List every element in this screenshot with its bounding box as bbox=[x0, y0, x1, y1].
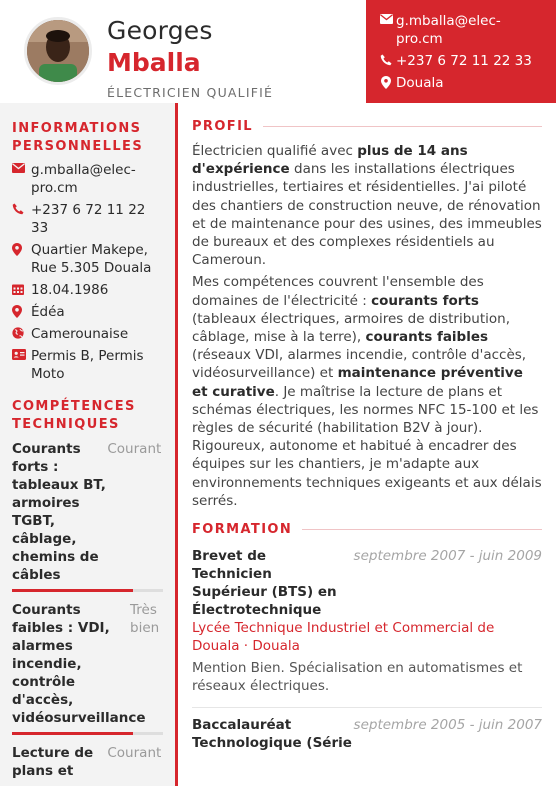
info-birthdate bbox=[12, 281, 163, 299]
degree-description: Mention Bien. Spécialisation en automatismes et réseaux électriques. bbox=[192, 660, 523, 695]
mail-icon bbox=[12, 161, 31, 173]
id-card-icon bbox=[12, 347, 31, 360]
info-birthplace-text: Édéa bbox=[31, 304, 65, 320]
cv-header bbox=[0, 0, 556, 103]
degree-title: Brevet de Technicien Supérieur (BTS) en Électrotechnique bbox=[192, 548, 337, 619]
section-divider bbox=[302, 529, 542, 530]
header-email-text: g.mballa@elec-pro.cm bbox=[396, 13, 501, 47]
info-birthplace bbox=[12, 303, 163, 321]
degree-dates: septembre 2007 - juin 2009 bbox=[353, 548, 542, 565]
skill-bar-fill bbox=[12, 589, 133, 592]
school-name: Lycée Technique Industriel et Commercial de Douala · Douala bbox=[192, 620, 495, 655]
section-divider bbox=[263, 126, 542, 127]
header-location bbox=[376, 74, 546, 92]
profile-photo bbox=[24, 17, 92, 85]
first-name: Georges bbox=[107, 16, 213, 45]
degree-dates: septembre 2005 - juin 2007 bbox=[353, 717, 542, 734]
skill-bar bbox=[12, 732, 163, 735]
skill-item bbox=[12, 744, 163, 780]
info-license-text: Permis B, Permis Moto bbox=[31, 348, 144, 382]
job-title: ÉLECTRICIEN QUALIFIÉ bbox=[107, 85, 274, 100]
info-address-text: Quartier Makepe, Rue 5.305 Douala bbox=[31, 242, 152, 276]
info-license bbox=[12, 347, 163, 383]
header-phone-text: +237 6 72 11 22 33 bbox=[396, 53, 532, 69]
header-email[interactable] bbox=[376, 12, 546, 48]
location-icon bbox=[376, 74, 396, 89]
info-phone[interactable] bbox=[12, 201, 163, 237]
profile-paragraph-2: Mes compétences couvrent l'ensemble des domaines de l'électricité : courants forts (tableaux électriques, armoires de distribution, câblage, mise à la terre), courants faibles (réseaux VDI, alarmes incendie, contrôle d'accès, vidéosurveillance) et maintenance préventive et curative. Je maîtrise la lecture de plans et schémas électriques, les normes NFC 15-100 et les règles de sécurité (habilitation B2V à jour). Rigoureux, autonome et habitué à encadrer des équipes sur les chantiers, je m'adapte aux environnements techniques exigeants et aux délais serrés. bbox=[192, 274, 542, 509]
info-birthdate-text: 18.04.1986 bbox=[31, 282, 109, 298]
location-icon bbox=[12, 241, 31, 256]
header-contact-box bbox=[366, 0, 556, 103]
education-title: FORMATION bbox=[192, 522, 293, 538]
education-entry bbox=[192, 716, 542, 752]
education-entry bbox=[192, 547, 542, 708]
skill-level: Courant bbox=[107, 441, 162, 457]
header-location-text: Douala bbox=[396, 75, 444, 91]
globe-icon bbox=[12, 325, 31, 339]
main-content bbox=[181, 103, 556, 786]
skill-bar-fill bbox=[12, 732, 133, 735]
skills-list bbox=[12, 440, 163, 780]
header-phone[interactable] bbox=[376, 52, 546, 70]
skills-title: COMPÉTENCES TECHNIQUES bbox=[12, 399, 136, 432]
skill-name: Courants faibles : VDI, alarmes incendie, contrôle d'accès, vidéosurveillance bbox=[12, 602, 146, 726]
info-address bbox=[12, 241, 163, 277]
calendar-icon bbox=[12, 281, 31, 295]
sidebar bbox=[0, 103, 178, 786]
profile-section-header bbox=[192, 119, 542, 134]
phone-icon bbox=[12, 201, 31, 215]
phone-icon bbox=[376, 52, 396, 66]
skill-bar bbox=[12, 589, 163, 592]
profile-title: PROFIL bbox=[192, 119, 253, 134]
skill-item bbox=[12, 601, 163, 735]
info-nationality-text: Camerounaise bbox=[31, 326, 129, 342]
mail-icon bbox=[376, 12, 396, 24]
degree-title: Baccalauréat Technologique (Série bbox=[192, 717, 352, 752]
skill-level: Très bien bbox=[130, 602, 160, 636]
skill-name: Courants forts : tableaux BT, armoires TGBT, câblage, chemins de câbles bbox=[12, 441, 106, 583]
personal-info-title: INFORMATIONS PERSONNELLES bbox=[12, 121, 144, 154]
info-email[interactable] bbox=[12, 161, 163, 197]
skill-item bbox=[12, 440, 163, 592]
personal-info-list bbox=[12, 161, 163, 383]
skill-level: Courant bbox=[107, 745, 162, 761]
education-section-header bbox=[192, 522, 542, 537]
last-name: Mballa bbox=[107, 48, 201, 77]
info-nationality bbox=[12, 325, 163, 343]
location-icon bbox=[12, 303, 31, 318]
info-email-text: g.mballa@elec-pro.cm bbox=[31, 162, 136, 196]
info-phone-text: +237 6 72 11 22 33 bbox=[31, 202, 146, 236]
profile-paragraph-1: Électricien qualifié avec plus de 14 ans d'expérience dans les installations électriques industrielles, tertiaires et résidentielles. J'ai piloté des chantiers de construction neuve, de rénovation et de maintenance pour des usines, des immeubles de bureaux et des complexes résidentiels au Cameroun. bbox=[192, 143, 542, 269]
skill-name: Lecture de plans et bbox=[12, 745, 94, 779]
entry-divider bbox=[192, 707, 542, 708]
